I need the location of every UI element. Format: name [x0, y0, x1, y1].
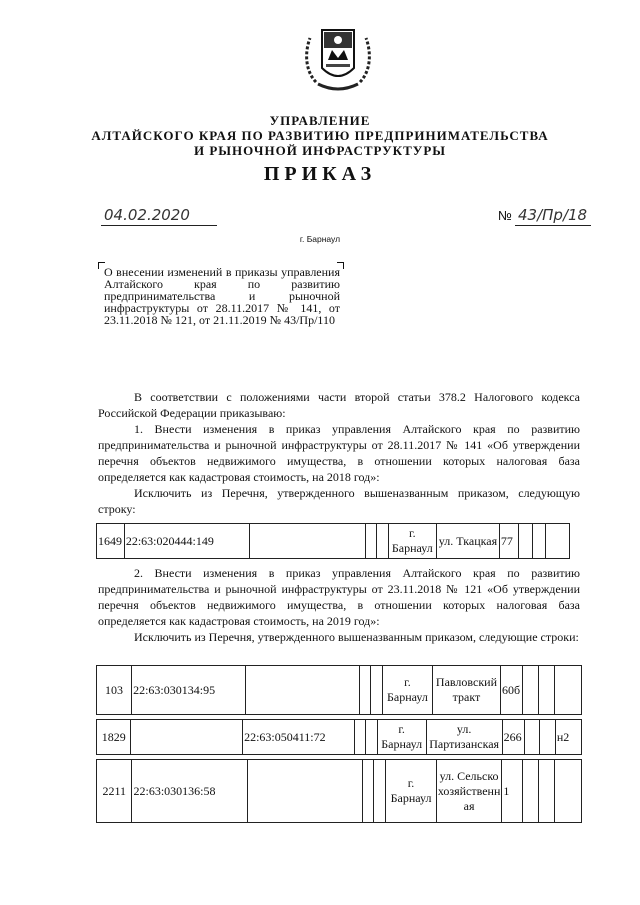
cell-house: 266 — [502, 720, 524, 755]
cell-house: 60б — [501, 666, 523, 715]
coat-of-arms-emblem — [302, 20, 374, 96]
cell-num: 1829 — [97, 720, 131, 755]
cell-empty — [540, 720, 556, 755]
cell-extra — [555, 666, 582, 715]
cell-empty — [524, 720, 540, 755]
cell-street: ул. Сельскохозяйственная — [436, 760, 502, 823]
agency-name-line-3: И РЫНОЧНОЙ ИНФРАСТРУКТУРЫ — [193, 143, 447, 158]
cell-city: г. Барнаул — [382, 666, 432, 715]
item-1-paragraph: 1. Внести изменения в приказ управления Алтайского края по развитию предпринимательства и рыночной инфраструктуры от 28.11.2017 № 141 «Об утверждении перечня объектов недвижимого имущества, в отношении которых налоговая база определяется как кадастровая стоимость, на 2018 год»: — [98, 422, 580, 484]
cell-empty — [532, 524, 545, 559]
cell-cadastral — [131, 720, 243, 755]
cell-empty — [362, 760, 374, 823]
cell-city: г. Барнаул — [388, 524, 436, 559]
cell-street: Павловский тракт — [432, 666, 500, 715]
cell-num: 1649 — [97, 524, 125, 559]
cell-street: ул. Ткацкая — [437, 524, 500, 559]
cell-empty — [359, 666, 371, 715]
table-row — [97, 720, 582, 755]
cell-empty — [519, 524, 532, 559]
agency-name-line-1: УПРАВЛЕНИЕ — [269, 113, 371, 128]
intro-paragraph: В соответствии с положениями части второй статьи 378.2 Налогового кодекса Российской Федерации приказываю: — [98, 390, 580, 420]
cell-extra — [555, 760, 582, 823]
cell-empty — [539, 666, 555, 715]
table-1 — [96, 523, 570, 559]
cell-cadastral-2: 22:63:050411:72 — [243, 720, 355, 755]
cell-empty — [522, 760, 538, 823]
exclude-1-paragraph: Исключить из Перечня, утвержденного вышеназванным приказом, следующую строку: — [98, 486, 580, 516]
number-underline — [515, 225, 591, 226]
cell-cadastral: 22:63:030136:58 — [132, 760, 247, 823]
cell-cadastral-2 — [245, 666, 359, 715]
cell-empty — [546, 524, 570, 559]
table-2-row-2 — [96, 719, 582, 755]
agency-name-line-2: АЛТАЙСКОГО КРАЯ ПО РАЗВИТИЮ ПРЕДПРИНИМАТЕЛЬСТВА — [91, 128, 549, 143]
table-row — [97, 524, 570, 559]
cell-city: г. Барнаул — [386, 760, 437, 823]
cell-empty — [366, 720, 377, 755]
cell-empty — [365, 524, 376, 559]
cell-empty — [523, 666, 539, 715]
number-label: № — [498, 208, 512, 223]
handwritten-number: 43/Пр/18 — [518, 206, 588, 224]
cell-house: 77 — [499, 524, 519, 559]
table-row — [97, 666, 582, 715]
document-type-title: ПРИКАЗ — [263, 163, 377, 185]
table-row — [97, 760, 582, 823]
date-underline — [101, 225, 217, 226]
cell-num: 2211 — [97, 760, 132, 823]
cell-empty — [538, 760, 554, 823]
cell-cadastral: 22:63:030134:95 — [132, 666, 246, 715]
cell-empty — [374, 760, 386, 823]
cell-empty — [377, 524, 388, 559]
table-2-row-1 — [96, 665, 582, 715]
cell-num: 103 — [97, 666, 132, 715]
cell-extra: н2 — [555, 720, 581, 755]
item-2-paragraph: 2. Внести изменения в приказ управления Алтайского края по развитию предпринимательства и рыночной инфраструктуры от 23.11.2018 № 121 «Об утверждении перечня объектов недвижимого имущества, в отношении которых налоговая база определяется как кадастровая стоимость, на 2019 год»: — [98, 566, 580, 628]
cell-empty — [354, 720, 365, 755]
subject-text: О внесении изменений в приказы управления Алтайского края по развитию предпринимательства и рыночной инфраструктуры от 28.11.2017 № 141, от 23.11.2018 № 121, от 21.11.2019 № 43/Пр/110 — [104, 265, 340, 327]
cell-cadastral: 22:63:020444:149 — [124, 524, 249, 559]
cell-cadastral-2 — [247, 760, 362, 823]
table-2-row-3 — [96, 759, 582, 823]
cell-empty — [249, 524, 365, 559]
cell-city: г. Барнаул — [377, 720, 426, 755]
exclude-2-paragraph: Исключить из Перечня, утвержденного вышеназванным приказом, следующие строки: — [134, 630, 579, 644]
cell-street: ул. Партизанская — [426, 720, 502, 755]
handwritten-date: 04.02.2020 — [104, 206, 190, 224]
cell-house: 1 — [502, 760, 522, 823]
cell-empty — [371, 666, 383, 715]
city-label: г. Барнаул — [299, 234, 341, 244]
